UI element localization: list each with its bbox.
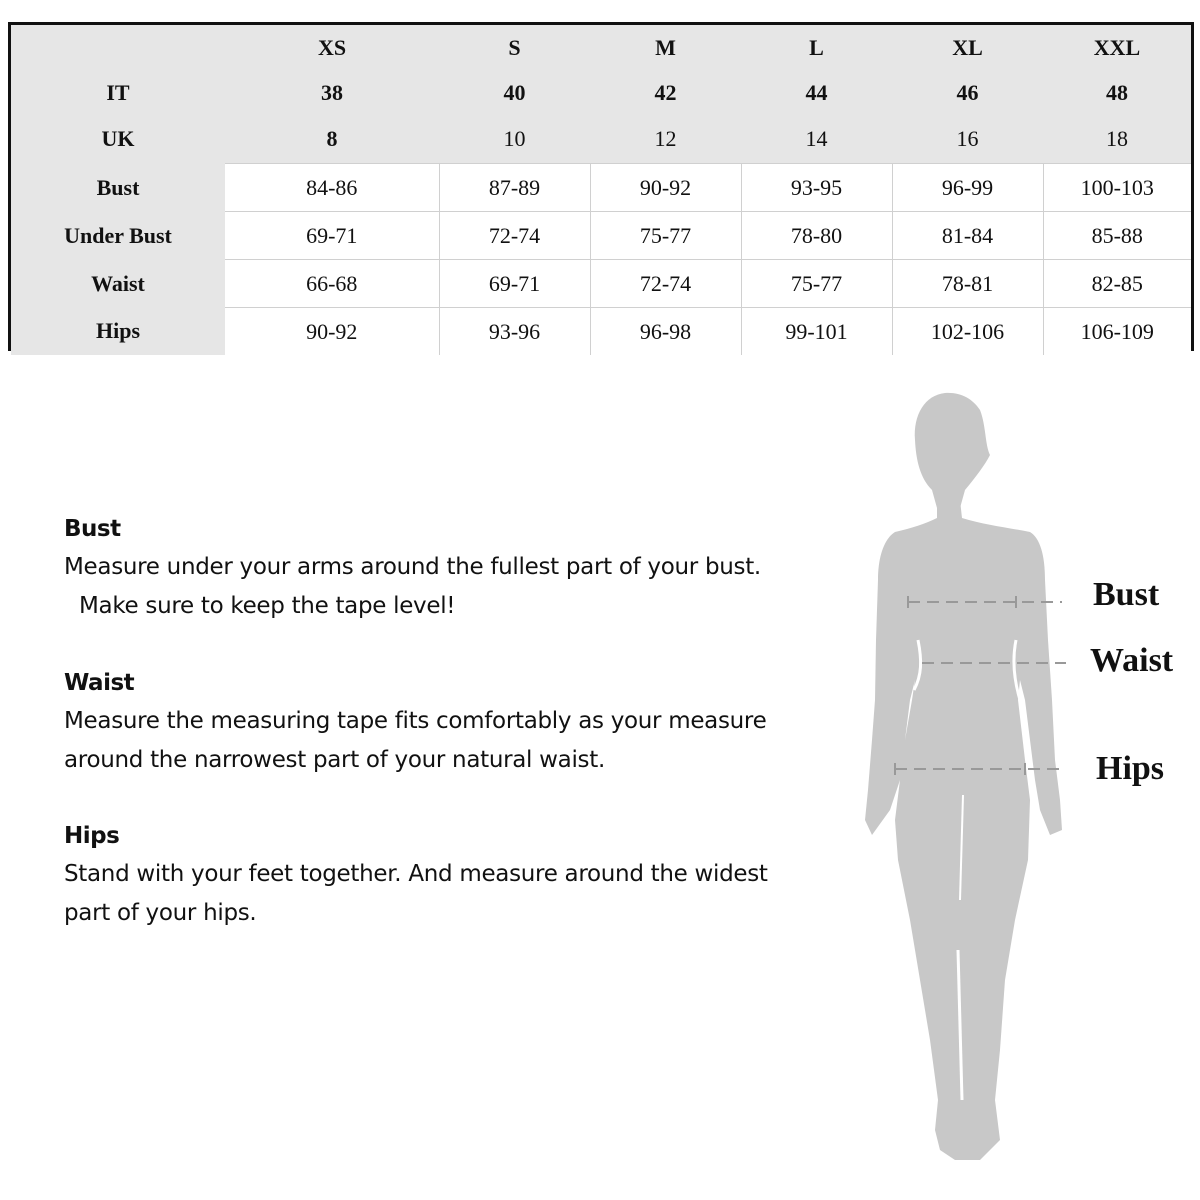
bust-guide-line2: Make sure to keep the tape level! (79, 593, 456, 619)
table-cell: 93-96 (439, 308, 590, 356)
table-cell: 44 (805, 79, 828, 105)
row-label: IT (106, 79, 130, 105)
figure-label-bust: Bust (1093, 576, 1160, 613)
table-cell: 100-103 (1043, 164, 1191, 212)
hips-guide-line2: part of your hips. (64, 900, 257, 926)
table-cell: 82-85 (1043, 260, 1191, 308)
table-cell: 46 (956, 79, 979, 105)
table-cell: 72-74 (590, 260, 741, 308)
table-cell: 99-101 (741, 308, 892, 356)
row-label: Waist (11, 260, 225, 308)
figure-label-hips: Hips (1096, 750, 1165, 787)
table-cell: 69-71 (225, 212, 439, 260)
size-header-xxl: XXL (1093, 34, 1141, 60)
size-chart-table (8, 22, 1194, 351)
row-label: UK (101, 126, 135, 152)
waist-guide-line1: Measure the measuring tape fits comfortably as your measure (64, 708, 767, 734)
bust-guide-line1: Measure under your arms around the fullest part of your bust. (64, 554, 761, 580)
table-row-under-bust (11, 212, 1191, 260)
table-cell: 66-68 (225, 260, 439, 308)
table-cell: 85-88 (1043, 212, 1191, 260)
table-cell: 78-80 (741, 212, 892, 260)
size-header-xs: XS (317, 34, 347, 60)
size-header-m: M (655, 34, 676, 60)
figure-label-waist: Waist (1090, 642, 1174, 679)
table-cell: 84-86 (225, 164, 439, 212)
table-cell: 102-106 (892, 308, 1043, 356)
size-table (11, 25, 1191, 355)
row-label: Bust (11, 164, 225, 212)
size-header-s: S (508, 34, 521, 60)
table-cell: 16 (956, 126, 979, 151)
table-row-hips (11, 308, 1191, 356)
hips-guide-line1: Stand with your feet together. And measure around the widest (64, 861, 768, 887)
measurement-figure (850, 380, 1200, 1180)
table-row-waist (11, 260, 1191, 308)
table-cell: 8 (326, 126, 338, 151)
corner-cell (11, 25, 225, 70)
size-header-l: L (809, 34, 824, 60)
table-cell: 81-84 (892, 212, 1043, 260)
table-cell: 75-77 (590, 212, 741, 260)
table-cell: 42 (654, 79, 677, 105)
row-label: Hips (11, 308, 225, 356)
table-cell: 12 (654, 126, 677, 151)
size-header-xl: XL (952, 34, 983, 60)
table-cell: 78-81 (892, 260, 1043, 308)
table-cell: 18 (1106, 126, 1128, 151)
waist-guide-line2: around the narrowest part of your natural waist. (64, 747, 605, 773)
table-cell: 96-99 (892, 164, 1043, 212)
table-cell: 106-109 (1043, 308, 1191, 356)
table-cell: 40 (503, 79, 526, 105)
table-cell: 93-95 (741, 164, 892, 212)
waist-guide (64, 664, 766, 780)
table-cell: 90-92 (590, 164, 741, 212)
table-cell: 38 (321, 79, 343, 105)
table-cell: 10 (503, 126, 526, 151)
bust-guide-title: Bust (64, 516, 121, 542)
hips-guide (64, 817, 768, 933)
table-row-uk (11, 115, 1191, 164)
table-cell: 48 (1106, 79, 1128, 105)
waist-guide-title: Waist (64, 670, 135, 696)
bust-guide (64, 510, 761, 626)
table-cell: 72-74 (439, 212, 590, 260)
table-cell: 69-71 (439, 260, 590, 308)
table-cell: 90-92 (225, 308, 439, 356)
hips-guide-title: Hips (64, 823, 120, 849)
table-cell: 14 (805, 126, 828, 151)
table-row-it (11, 70, 1191, 115)
table-row-bust (11, 164, 1191, 212)
table-cell: 75-77 (741, 260, 892, 308)
size-header-row (11, 25, 1191, 70)
table-cell: 96-98 (590, 308, 741, 356)
table-cell: 87-89 (439, 164, 590, 212)
row-label: Under Bust (11, 212, 225, 260)
